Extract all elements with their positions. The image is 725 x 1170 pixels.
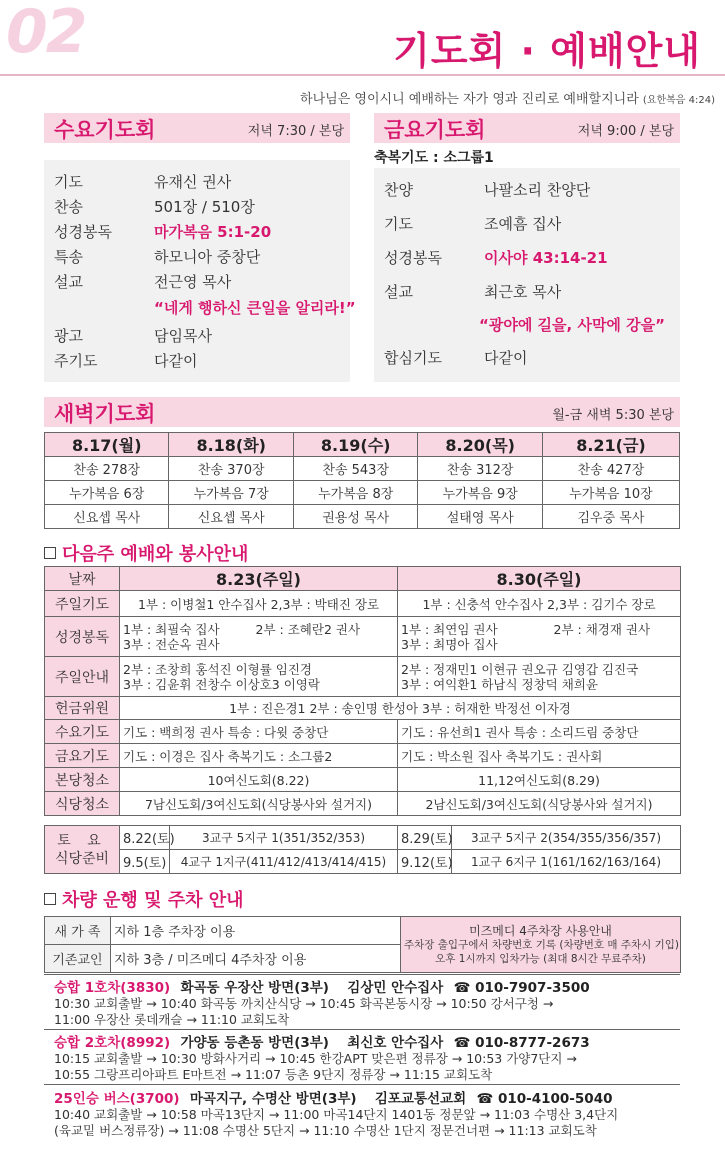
saturday-team: 1교구 6지구 1(161/162/163/164)	[452, 850, 681, 874]
service-cell: 기도 : 유선희1 권사 특송 : 소리드림 중창단	[398, 720, 681, 744]
cell-line: 1부 : 최필숙 집사	[123, 621, 220, 637]
dawn-bible: 누가복음 8장	[293, 481, 417, 505]
bus-schedule-line: 10:40 교회출발 → 10:58 마곡13단지 → 11:00 마곡14단지 1401동 정문앞 → 11:03 수명산 3,4단지	[54, 1107, 619, 1122]
dawn-date: 8.21(금)	[542, 433, 679, 457]
cell-line: 2부 : 채경재 권사	[553, 621, 651, 637]
wednesday-program	[44, 160, 356, 382]
wed-row	[54, 349, 197, 374]
dawn-leader: 설태영 목사	[418, 505, 542, 529]
bus-route: 마곡지구, 수명산 방면(3부)	[189, 1091, 357, 1107]
service-cell: 기도 : 이경은 집사 축복기도 : 소그룹2	[120, 744, 398, 768]
cell-line: 3부 : 전순옥 권사	[123, 636, 220, 652]
fri-row	[384, 346, 527, 371]
row-value: 담임목사	[154, 327, 212, 345]
parking-label: 새 가 족	[45, 917, 111, 945]
square-bullet-icon	[44, 547, 56, 559]
title-divider	[0, 74, 725, 76]
dawn-bible-row	[45, 481, 680, 505]
row-value: 501장 / 510장	[154, 198, 255, 216]
wednesday-header	[44, 113, 350, 143]
bus-phone: ☎ 010-8777-2673	[453, 1035, 590, 1051]
parking-label: 기존교인	[45, 945, 111, 973]
friday-title: 금요기도회	[384, 118, 486, 142]
wed-row	[54, 270, 231, 295]
parking-title-text: 차량 운행 및 주차 안내	[62, 890, 244, 911]
service-table	[44, 566, 681, 816]
sermon-title-text: “네게 행하신 큰일을 알리라!”	[154, 299, 356, 317]
bible-reading: 이사야 43:14-21	[484, 249, 608, 267]
dawn-date: 8.18(화)	[169, 433, 293, 457]
dawn-hymn-row	[45, 457, 680, 481]
service-cell: 1부 : 진은경1 2부 : 송인명 한성아 3부 : 허재한 박정선 이자경	[120, 697, 681, 720]
date-column-label: 날짜	[45, 567, 120, 591]
bus-schedule-line: (육교밑 버스정류장) → 11:08 수명산 5단지 → 11:10 수명산 1단지 정문건너편 → 11:13 교회도착	[54, 1123, 597, 1138]
bus-driver: 김상민 안수집사	[347, 980, 444, 996]
friday-blessing: 축복기도 : 소그룹1	[374, 150, 494, 166]
service-label: 주일안내	[45, 657, 120, 697]
bus-divider	[44, 974, 680, 975]
friday-time: 저녁 9:00 / 본당	[577, 124, 674, 139]
verse-text: 하나님은 영이시니 예배하는 자가 영과 진리로 예배할지니라	[300, 92, 639, 107]
row-value: 다같이	[154, 352, 198, 370]
dawn-date: 8.20(목)	[418, 433, 542, 457]
service-cell: 기도 : 백희정 권사 특송 : 다윗 중창단	[120, 720, 398, 744]
dawn-date: 8.17(월)	[45, 433, 169, 457]
dawn-header	[44, 397, 680, 427]
dawn-leader: 권용성 목사	[293, 505, 417, 529]
row-label: 특송	[54, 248, 83, 266]
service-row	[45, 768, 681, 792]
service-section-title	[44, 540, 248, 566]
saturday-label	[45, 826, 120, 874]
cell-line: 1부 : 최연임 권사	[401, 621, 498, 637]
dawn-date: 8.19(수)	[293, 433, 417, 457]
row-value: 전근영 목사	[154, 273, 232, 291]
saturday-date: 8.29(토)	[398, 826, 452, 850]
dawn-leader: 신요셉 목사	[45, 505, 169, 529]
bus-schedule-line: 10:15 교회출발 → 10:30 방화사거리 → 10:45 한강APT 맞은편 정류장 → 10:53 가양7단지 →	[54, 1051, 577, 1066]
service-cell: 11,12여신도회(8.29)	[398, 768, 681, 792]
saturday-label-line: 식당준비	[54, 850, 110, 867]
bus-phone: ☎ 010-7907-3500	[453, 980, 590, 996]
service-cell	[398, 657, 681, 697]
service-row	[45, 792, 681, 816]
dawn-hymn: 찬송 543장	[293, 457, 417, 481]
parking-row	[45, 917, 681, 945]
row-label: 합심기도	[384, 349, 442, 367]
dawn-hymn: 찬송 312장	[418, 457, 542, 481]
fri-row	[384, 178, 590, 203]
bus-entry-3	[54, 1087, 680, 1139]
parking-note-line: 주차장 출입구에서 차량번호 기록 (차량번호 매 주차시 기입)	[404, 938, 679, 951]
saturday-date: 9.5(토)	[120, 850, 170, 874]
sermon-title-text: “광야에 길을, 사막에 강을”	[479, 316, 665, 334]
page-number: 02	[6, 0, 86, 67]
row-label: 성경봉독	[384, 249, 442, 267]
sermon-title	[154, 296, 356, 321]
bus-phone: ☎ 010-4100-5040	[476, 1091, 613, 1107]
service-cell	[120, 617, 398, 657]
service-row	[45, 657, 681, 697]
bible-reading: 마가복음 5:1-20	[154, 223, 272, 241]
saturday-team: 4교구 1지구(411/412/413/414/415)	[170, 850, 398, 874]
service-row	[45, 591, 681, 617]
row-label: 설교	[384, 283, 413, 301]
parking-value: 지하 3층 / 미즈메디 4주차장 이용	[111, 945, 401, 973]
service-cell	[120, 657, 398, 697]
dawn-time: 월-금 새벽 5:30 본당	[552, 408, 674, 423]
bus-divider	[44, 1029, 680, 1030]
parking-value: 지하 1층 주차장 이용	[111, 917, 401, 945]
bus-heading	[54, 1031, 680, 1051]
wed-row	[54, 245, 260, 270]
service-title-text: 다음주 예배와 봉사안내	[62, 544, 249, 565]
saturday-team: 3교구 5지구 1(351/352/353)	[170, 826, 398, 850]
service-label: 성경봉독	[45, 617, 120, 657]
row-label: 주기도	[54, 352, 98, 370]
saturday-label-line: 토 요	[57, 832, 107, 849]
service-label: 헌금위원	[45, 697, 120, 720]
dawn-hymn: 찬송 370장	[169, 457, 293, 481]
bus-driver: 최신호 안수집사	[347, 1035, 444, 1051]
bus-entry-1	[54, 976, 680, 1028]
wed-row	[54, 220, 271, 245]
service-cell: 7남신도회/3여신도회(식당봉사와 설거지)	[120, 792, 398, 816]
bus-name: 25인승 버스(3700)	[54, 1091, 180, 1107]
row-label: 찬양	[384, 181, 413, 199]
service-cell	[398, 617, 681, 657]
cell-line: 2부 : 조창희 홍석진 이형률 임진경	[123, 661, 313, 677]
service-row	[45, 744, 681, 768]
row-label: 성경봉독	[54, 223, 112, 241]
cell-line: 3부 : 여익환1 하남식 정창덕 채희윤	[401, 676, 598, 692]
service-head-row	[45, 567, 681, 591]
cell-line: 2부 : 조혜란2 권사	[255, 621, 361, 637]
dawn-leader: 김우중 목사	[542, 505, 679, 529]
wed-row	[54, 170, 231, 195]
service-label: 주일기도	[45, 591, 120, 617]
row-label: 기도	[54, 173, 83, 191]
friday-header	[374, 113, 680, 143]
parking-note-title: 미즈메디 4주차장 사용안내	[469, 923, 612, 938]
dawn-bible: 누가복음 7장	[169, 481, 293, 505]
dawn-bible: 누가복음 6장	[45, 481, 169, 505]
saturday-table	[44, 825, 681, 874]
saturday-date: 8.22(토)	[120, 826, 170, 850]
square-bullet-icon	[44, 893, 56, 905]
dawn-bible: 누가복음 9장	[418, 481, 542, 505]
service-row	[45, 697, 681, 720]
row-label: 광고	[54, 327, 83, 345]
row-value: 다같이	[484, 349, 528, 367]
bus-entry-2	[54, 1031, 680, 1083]
dawn-hymn: 찬송 427장	[542, 457, 679, 481]
bus-name: 승합 1호차(3830)	[54, 980, 171, 996]
row-value: 하모니아 중창단	[154, 248, 261, 266]
service-cell: 기도 : 박소원 집사 축복기도 : 권사회	[398, 744, 681, 768]
bus-divider	[44, 1084, 680, 1085]
parking-table	[44, 916, 681, 973]
parking-note-line: 오후 1시까지 입차가능 (최대 8시간 무료주차)	[435, 952, 646, 965]
row-value: 나팔소리 찬양단	[484, 181, 591, 199]
bus-schedule-line: 10:30 교회출발 → 10:40 화곡동 까치산식당 → 10:45 화곡본동시장 → 10:50 강서구청 →	[54, 996, 554, 1011]
saturday-date: 9.12(토)	[398, 850, 452, 874]
row-value: 유재신 권사	[154, 173, 232, 191]
bus-driver: 김포교통선교회	[374, 1091, 467, 1107]
dawn-hymn: 찬송 278장	[45, 457, 169, 481]
service-cell: 1부 : 신충석 안수집사 2,3부 : 김기수 장로	[398, 591, 681, 617]
service-label: 수요기도	[45, 720, 120, 744]
service-cell: 10여신도회(8.22)	[120, 768, 398, 792]
wednesday-time: 저녁 7:30 / 본당	[247, 124, 344, 139]
bus-route: 화곡동 우장산 방면(3부)	[180, 980, 329, 996]
fri-row	[384, 212, 561, 237]
cell-line: 3부 : 김윤휘 전창수 이상호3 이영락	[123, 676, 320, 692]
dawn-date-row	[45, 433, 680, 457]
row-label: 찬송	[54, 198, 83, 216]
service-date: 8.23(주일)	[120, 567, 398, 591]
bus-schedule-line: 10:55 그랑프리아파트 E마트전 → 11:07 등촌 9단지 정류장 → 11:15 교회도착	[54, 1067, 493, 1082]
wednesday-title: 수요기도회	[54, 118, 156, 142]
friday-program	[374, 168, 680, 382]
bus-schedule-line: 11:00 우장산 롯데캐슬 → 11:10 교회도착	[54, 1012, 290, 1027]
fri-row	[384, 246, 608, 271]
dawn-bible: 누가복음 10장	[542, 481, 679, 505]
service-label: 금요기도	[45, 744, 120, 768]
verse-reference: (요한복음 4:24)	[642, 95, 715, 106]
bus-heading	[54, 1087, 680, 1107]
parking-section-title	[44, 886, 244, 912]
wed-row	[54, 324, 212, 349]
parking-note	[401, 917, 681, 973]
saturday-row	[45, 850, 681, 874]
service-date: 8.30(주일)	[398, 567, 681, 591]
row-value: 최근호 목사	[484, 283, 562, 301]
dawn-table	[44, 432, 680, 529]
service-row	[45, 720, 681, 744]
wed-row	[54, 195, 255, 220]
bus-route: 가양동 등촌동 방면(3부)	[180, 1035, 329, 1051]
sermon-title	[479, 313, 665, 338]
service-label: 식당청소	[45, 792, 120, 816]
dawn-leader: 신요셉 목사	[169, 505, 293, 529]
row-label: 설교	[54, 273, 83, 291]
service-cell: 1부 : 이병철1 안수집사 2,3부 : 박태진 장로	[120, 591, 398, 617]
bus-name: 승합 2호차(8992)	[54, 1035, 171, 1051]
saturday-team: 3교구 5지구 2(354/355/356/357)	[452, 826, 681, 850]
header-verse	[300, 88, 715, 107]
page-title: 기도회 · 예배안내	[393, 29, 701, 73]
fri-row	[384, 280, 561, 305]
cell-line: 2부 : 정재민1 이현규 권오규 김영갑 김진국	[401, 661, 639, 677]
row-value: 조예흠 집사	[484, 215, 562, 233]
service-label: 본당청소	[45, 768, 120, 792]
dawn-title: 새벽기도회	[54, 402, 156, 426]
row-label: 기도	[384, 215, 413, 233]
saturday-row	[45, 826, 681, 850]
cell-line: 3부 : 최명아 집사	[401, 636, 498, 652]
bus-heading	[54, 976, 680, 996]
service-row	[45, 617, 681, 657]
service-cell: 2남신도회/3여신도회(식당봉사와 설거지)	[398, 792, 681, 816]
dawn-leader-row	[45, 505, 680, 529]
